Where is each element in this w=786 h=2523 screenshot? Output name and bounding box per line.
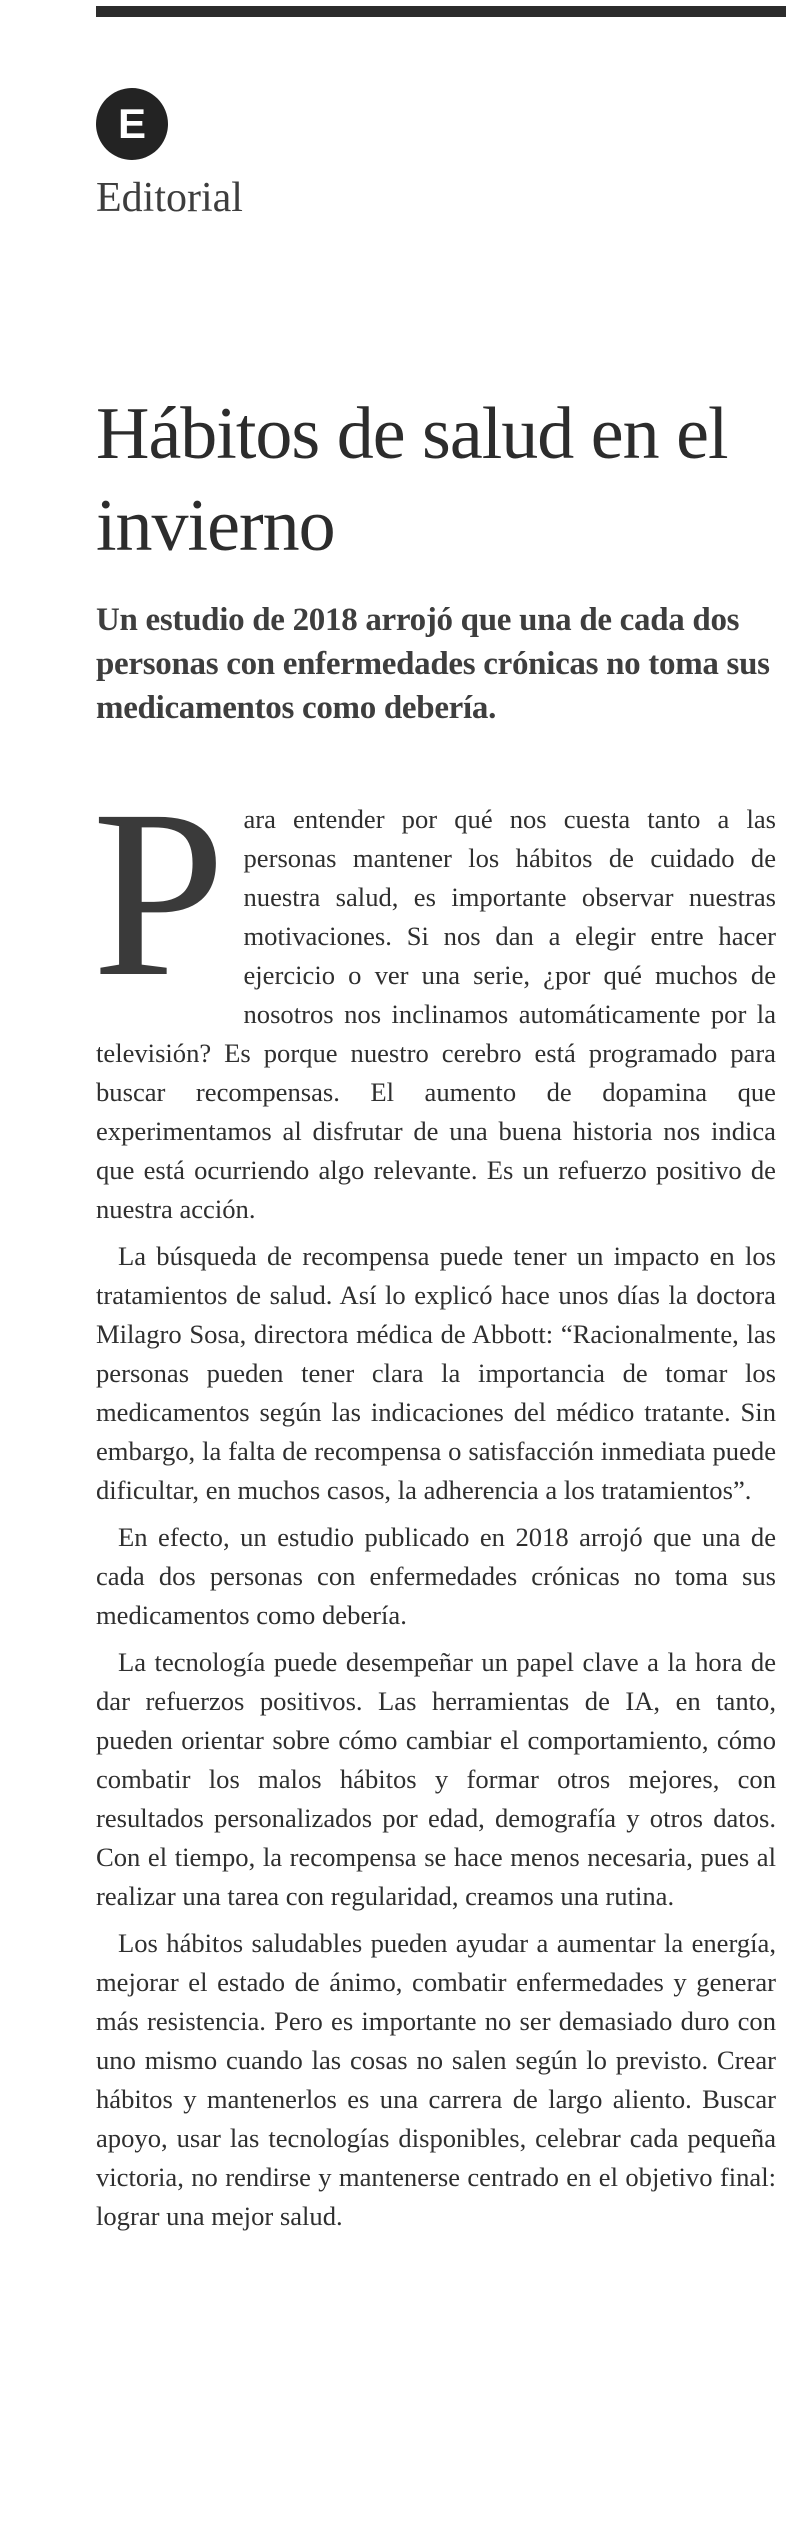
paragraph-2: La búsqueda de recompensa puede tener un impacto en los tratamientos de salud. Así lo explicó hace unos días la doctora Milagro Sosa, directora médica de Abbott: “Racionalmente, las personas pueden tener clara la importancia de tomar los medicamentos según las indicaciones del médico tratante. Sin embargo, la falta de recompensa o satisfacción inmediata puede dificultar, en muchos casos, la adherencia a los tratamientos”. <box>96 1241 776 1505</box>
deck: Un estudio de 2018 arrojó que una de cada dos personas con enfermedades crónicas no toma sus medicamentos como debería. <box>96 602 770 726</box>
paragraph-1 <box>92 760 776 1229</box>
paragraph-4: La tecnología puede desempeñar un papel clave a la hora de dar refuerzos positivos. Las herramientas de IA, en tanto, pueden orientar sobre cómo cambiar el comportamiento, cómo combatir los malos hábitos y formar otros mejores, con resultados personalizados por edad, demografía y otros datos. Con el tiempo, la recompensa se hace menos necesaria, pues al realizar una tarea con regularidad, creamos una rutina. <box>96 1647 776 1911</box>
paragraph-5: Los hábitos saludables pueden ayudar a aumentar la energía, mejorar el estado de ánimo, combatir enfermedades y generar más resistencia. Pero es importante no ser demasiado duro con uno mismo cuando las cosas no salen según lo previsto. Crear hábitos y mantenerlos es una carrera de largo aliento. Buscar apoyo, usar las tecnologías disponibles, celebrar cada pequeña victoria, no rendirse y mantenerse centrado en el objetivo final: lograr una mejor salud. <box>96 1928 776 2231</box>
section-badge <box>96 88 168 160</box>
section-badge-letter: E <box>117 100 146 147</box>
paragraph-1-text: ara entender por qué nos cuesta tanto a las personas mantener los hábitos de cuidado de nuestra salud, es importante observar nuestras motivaciones. Si nos dan a elegir entre hacer ejercicio o ver una serie, ¿por qué muchos de nosotros nos inclinamos automáticamente por la televisión? Es porque nuestro cerebro está programado para buscar recompensas. El aumento de dopamina que experimentamos al disfrutar de una buena historia nos indica que está ocurriendo algo relevante. Es un refuerzo positivo de nuestra acción. <box>96 804 776 1224</box>
drop-cap: P <box>92 760 226 1026</box>
headline: Hábitos de salud en el invierno <box>96 393 728 567</box>
section-label: Editorial <box>96 175 243 221</box>
article-body <box>92 760 776 2244</box>
top-rule <box>96 6 786 17</box>
paragraph-3: En efecto, un estudio publicado en 2018 arrojó que una de cada dos personas con enfermedades crónicas no toma sus medicamentos como debería. <box>96 1522 776 1630</box>
